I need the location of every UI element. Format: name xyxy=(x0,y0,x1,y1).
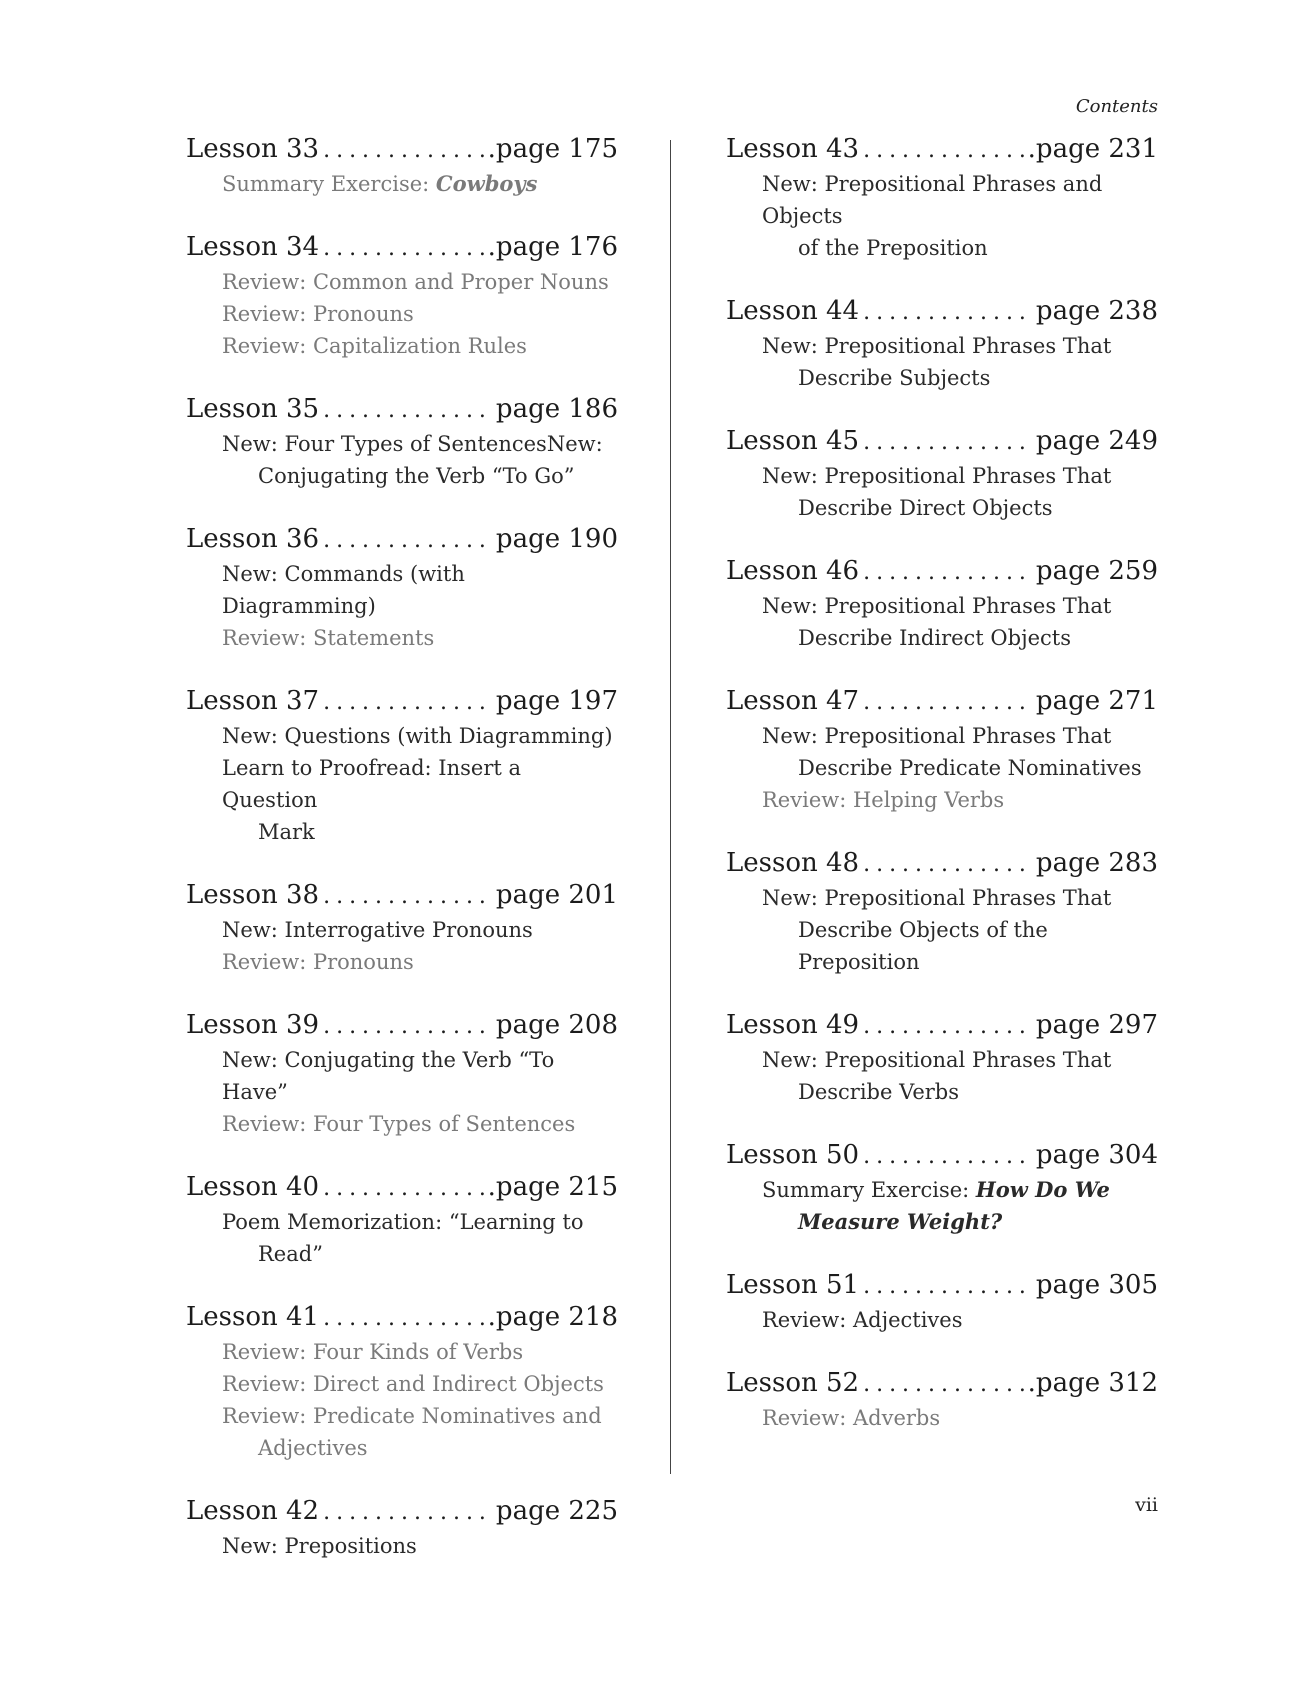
dot-leader xyxy=(863,556,1032,590)
topic-text: Review: Direct and Indirect Objects xyxy=(222,1372,604,1396)
new-topic xyxy=(726,882,1158,978)
toc-entry xyxy=(186,1494,618,1562)
lesson-title: Lesson 46 xyxy=(726,556,860,586)
dot-leader xyxy=(863,134,1024,168)
page-reference: .page 231 xyxy=(1027,134,1158,164)
toc-entry xyxy=(186,522,618,654)
dot-leader xyxy=(323,1496,492,1530)
topic-text: New: Prepositional Phrases That xyxy=(762,1048,1112,1072)
lesson-title: Lesson 51 xyxy=(726,1270,860,1300)
toc-entry-heading[interactable] xyxy=(186,132,618,168)
lesson-title: Lesson 37 xyxy=(186,686,320,716)
page-reference: .page 176 xyxy=(487,232,618,262)
page-reference: .page 312 xyxy=(1027,1368,1158,1398)
topic-text: Review: Predicate Nominatives and xyxy=(222,1404,602,1428)
topic-text: Review: Adjectives xyxy=(762,1308,963,1332)
dot-leader xyxy=(863,1140,1032,1174)
toc-entry xyxy=(726,1366,1158,1434)
new-topic xyxy=(726,590,1158,654)
topic-text: Review: Statements xyxy=(222,626,435,650)
topic-text: Summary Exercise: xyxy=(762,1178,976,1202)
page-reference: page 249 xyxy=(1035,426,1158,456)
page-reference: page 238 xyxy=(1035,296,1158,326)
dot-leader xyxy=(863,1270,1032,1304)
review-topic xyxy=(186,1368,618,1400)
lesson-title: Lesson 39 xyxy=(186,1010,320,1040)
topic-text: Review: Four Kinds of Verbs xyxy=(222,1340,524,1364)
lesson-title: Lesson 48 xyxy=(726,848,860,878)
topic-text: New: Prepositional Phrases That xyxy=(762,724,1112,748)
toc-entry xyxy=(186,132,618,200)
review-topic xyxy=(186,622,618,654)
toc-entry-heading[interactable] xyxy=(186,1300,618,1336)
review-topic xyxy=(726,1402,1158,1434)
dot-leader xyxy=(323,394,492,428)
topic-text: New: Questions (with Diagramming) xyxy=(222,724,613,748)
review-topic xyxy=(186,266,618,298)
toc-entry-heading[interactable] xyxy=(186,230,618,266)
page-reference: page 201 xyxy=(495,880,618,910)
new-topic xyxy=(726,1174,1158,1238)
toc-entry xyxy=(186,1170,618,1270)
toc-entry xyxy=(186,684,618,848)
topic-text: Summary Exercise: xyxy=(222,172,436,196)
toc-entry xyxy=(186,1300,618,1464)
topic-continuation: Adjectives xyxy=(258,1436,368,1460)
lesson-title: Lesson 40 xyxy=(186,1172,320,1202)
toc-entry-heading[interactable] xyxy=(186,522,618,558)
topic-text: New: Four Types of SentencesNew: xyxy=(222,432,603,456)
toc-entry-heading[interactable] xyxy=(186,878,618,914)
lesson-title: Lesson 41 xyxy=(186,1302,320,1332)
topic-text: Review: Four Types of Sentences xyxy=(222,1112,576,1136)
review-topic xyxy=(186,298,618,330)
lesson-title: Lesson 33 xyxy=(186,134,320,164)
toc-entry-heading[interactable] xyxy=(726,1268,1158,1304)
toc-right-column xyxy=(726,132,1158,1464)
new-topic xyxy=(726,330,1158,394)
topic-emphasis: How Do We xyxy=(975,1177,1110,1202)
toc-entry-heading[interactable] xyxy=(726,684,1158,720)
toc-entry xyxy=(726,1008,1158,1108)
page-number: vii xyxy=(1135,1494,1158,1516)
toc-entry xyxy=(726,554,1158,654)
toc-entry-heading[interactable] xyxy=(726,846,1158,882)
lesson-title: Lesson 44 xyxy=(726,296,860,326)
topic-text: Review: Helping Verbs xyxy=(762,788,1005,812)
new-topic xyxy=(186,558,618,622)
new-topic xyxy=(726,1044,1158,1108)
page-reference: page 259 xyxy=(1035,556,1158,586)
page-reference: .page 218 xyxy=(487,1302,618,1332)
toc-entry xyxy=(186,392,618,492)
dot-leader xyxy=(863,296,1032,330)
topic-continuation: Mark xyxy=(258,820,315,844)
lesson-title: Lesson 43 xyxy=(726,134,860,164)
new-topic xyxy=(186,1206,618,1270)
new-topic xyxy=(186,1530,618,1562)
lesson-title: Lesson 50 xyxy=(726,1140,860,1170)
new-topic xyxy=(726,168,1158,264)
page-reference: page 304 xyxy=(1035,1140,1158,1170)
toc-entry-heading[interactable] xyxy=(726,554,1158,590)
lesson-title: Lesson 42 xyxy=(186,1496,320,1526)
running-head: Contents xyxy=(1075,96,1158,117)
toc-entry-heading[interactable] xyxy=(186,1494,618,1530)
review-topic xyxy=(186,1336,618,1368)
toc-entry-heading[interactable] xyxy=(726,1366,1158,1402)
toc-entry-heading[interactable] xyxy=(726,132,1158,168)
page-reference: page 305 xyxy=(1035,1270,1158,1300)
dot-leader xyxy=(323,880,492,914)
topic-continuation: Describe Indirect Objects xyxy=(798,626,1071,650)
dot-leader xyxy=(323,232,484,266)
lesson-title: Lesson 36 xyxy=(186,524,320,554)
lesson-title: Lesson 52 xyxy=(726,1368,860,1398)
toc-entry-heading[interactable] xyxy=(186,684,618,720)
topic-continuation: Describe Subjects xyxy=(798,366,991,390)
topic-text: New: Prepositional Phrases That xyxy=(762,334,1112,358)
topic-continuation-emphasis: Measure Weight? xyxy=(798,1209,1003,1234)
topic-text: Review: Pronouns xyxy=(222,302,414,326)
topic-text: Review: Common and Proper Nouns xyxy=(222,270,609,294)
dot-leader xyxy=(323,1172,484,1206)
toc-entry xyxy=(726,684,1158,816)
page-reference: page 197 xyxy=(495,686,618,716)
new-topic xyxy=(186,720,618,752)
page-reference: page 225 xyxy=(495,1496,618,1526)
topic-text: New: Prepositional Phrases That xyxy=(762,886,1112,910)
dot-leader xyxy=(323,1302,484,1336)
page-reference: page 190 xyxy=(495,524,618,554)
toc-entry xyxy=(726,846,1158,978)
dot-leader xyxy=(863,848,1032,882)
page-reference: page 271 xyxy=(1035,686,1158,716)
topic-continuation: Read” xyxy=(258,1242,323,1266)
lesson-title: Lesson 38 xyxy=(186,880,320,910)
topic-text: Review: Capitalization Rules xyxy=(222,334,527,358)
lesson-title: Lesson 45 xyxy=(726,426,860,456)
dot-leader xyxy=(863,1368,1024,1402)
page-reference: page 297 xyxy=(1035,1010,1158,1040)
topic-text: Learn to Proofread: Insert a Question xyxy=(222,756,521,812)
topic-text: Review: Pronouns xyxy=(222,950,414,974)
new-topic xyxy=(726,460,1158,524)
new-topic xyxy=(726,1304,1158,1336)
topic-continuation: Describe Objects of the Preposition xyxy=(798,918,1048,974)
lesson-title: Lesson 47 xyxy=(726,686,860,716)
lesson-title: Lesson 34 xyxy=(186,232,320,262)
page-reference: .page 175 xyxy=(487,134,618,164)
toc-entry xyxy=(726,424,1158,524)
topic-text: New: Conjugating the Verb “To Have” xyxy=(222,1048,555,1104)
topic-continuation: Describe Predicate Nominatives xyxy=(798,756,1142,780)
topic-text: New: Prepositional Phrases and Objects xyxy=(762,172,1103,228)
topic-text: New: Interrogative Pronouns xyxy=(222,918,533,942)
toc-entry-heading[interactable] xyxy=(186,1008,618,1044)
review-topic xyxy=(186,946,618,978)
topic-continuation: of the Preposition xyxy=(798,236,988,260)
toc-entry xyxy=(186,878,618,978)
topic-text: New: Prepositional Phrases That xyxy=(762,594,1112,618)
lesson-title: Lesson 35 xyxy=(186,394,320,424)
new-topic xyxy=(726,720,1158,784)
toc-entry-heading[interactable] xyxy=(726,1138,1158,1174)
topic-continuation: Describe Verbs xyxy=(798,1080,960,1104)
review-topic xyxy=(186,1108,618,1140)
toc-entry-heading[interactable] xyxy=(186,392,618,428)
new-topic xyxy=(186,914,618,946)
topic-text: New: Prepositional Phrases That xyxy=(762,464,1112,488)
toc-entry-heading[interactable] xyxy=(186,1170,618,1206)
review-topic xyxy=(186,1400,618,1464)
topic-continuation: Describe Direct Objects xyxy=(798,496,1053,520)
toc-entry xyxy=(186,1008,618,1140)
topic-continuation: Conjugating the Verb “To Go” xyxy=(258,464,575,488)
dot-leader xyxy=(323,524,492,558)
topic-text: New: Commands (with Diagramming) xyxy=(222,562,465,618)
toc-entry-heading[interactable] xyxy=(726,294,1158,330)
topic-text: New: Prepositions xyxy=(222,1534,417,1558)
toc-entry-heading[interactable] xyxy=(726,424,1158,460)
toc-entry xyxy=(726,1138,1158,1238)
dot-leader xyxy=(323,1010,492,1044)
new-topic xyxy=(186,1044,618,1108)
review-topic xyxy=(726,784,1158,816)
page-reference: page 186 xyxy=(495,394,618,424)
toc-entry xyxy=(726,294,1158,394)
dot-leader xyxy=(323,134,484,168)
new-topic xyxy=(186,428,618,492)
page-reference: .page 215 xyxy=(487,1172,618,1202)
new-topic xyxy=(186,752,618,848)
dot-leader xyxy=(863,426,1032,460)
page-reference: page 208 xyxy=(495,1010,618,1040)
toc-entry xyxy=(726,132,1158,264)
page-reference: page 283 xyxy=(1035,848,1158,878)
toc-entry xyxy=(726,1268,1158,1336)
column-divider xyxy=(670,140,671,1474)
review-topic xyxy=(186,330,618,362)
topic-text: Poem Memorization: “Learning to xyxy=(222,1210,584,1234)
lesson-title: Lesson 49 xyxy=(726,1010,860,1040)
dot-leader xyxy=(863,1010,1032,1044)
review-topic xyxy=(186,168,618,200)
topic-text: Review: Adverbs xyxy=(762,1406,941,1430)
toc-entry-heading[interactable] xyxy=(726,1008,1158,1044)
toc-entry xyxy=(186,230,618,362)
toc-left-column xyxy=(186,132,618,1592)
dot-leader xyxy=(323,686,492,720)
dot-leader xyxy=(863,686,1032,720)
topic-emphasis: Cowboys xyxy=(435,171,538,196)
